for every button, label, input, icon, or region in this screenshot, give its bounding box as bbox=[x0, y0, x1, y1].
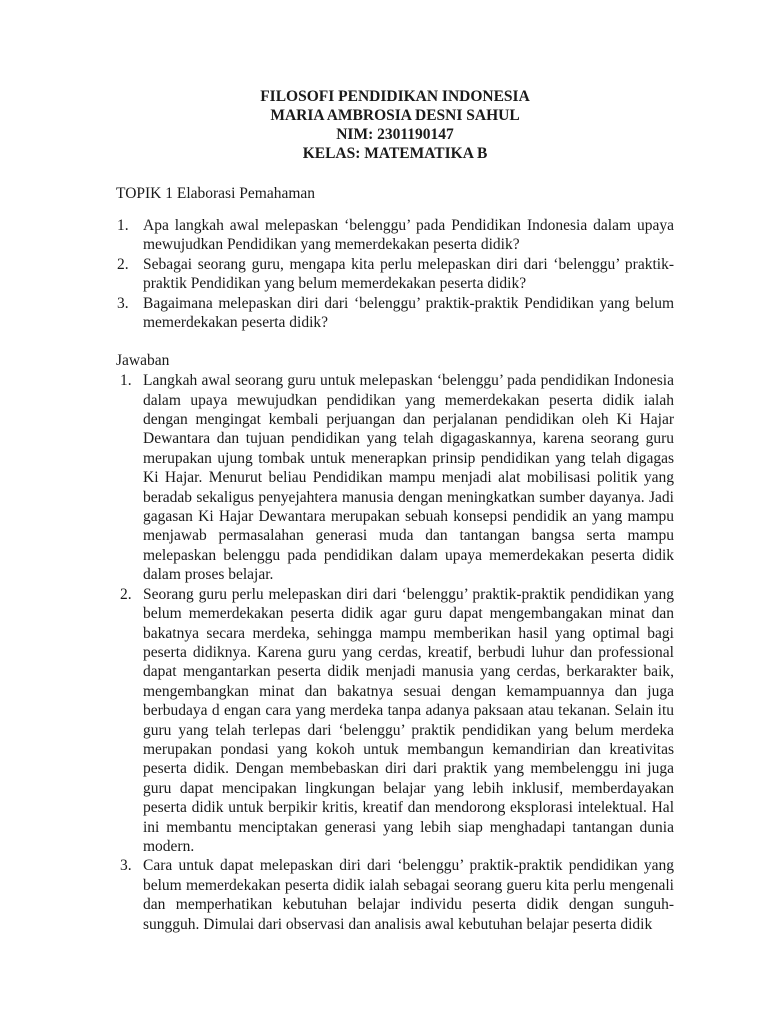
answer-text: Seorang guru perlu melepaskan diri dari ‘belenggu’ praktik-praktik pendidikan yang belum memerdekakan peserta didik agar guru dapat mengembangakan minat dan bakatnya secara merdeka, sehingga mampu memberikan hasil yang optimal bagi peserta didiknya. Karena guru yang cerdas, kreatif, berbudi luhur dan professional dapat mengantarkan peserta didik menjadi manusia yang cerdas, berkarakter baik, mengembangkan minat dan bakatnya sesuai dengan kemampuannya dan juga berbudaya d engan cara yang merdeka tanpa adanya paksaan atau tekanan. Selain itu guru yang telah terlepas dari ‘belenggu’ praktik pendidikan yang belum merdeka merupakan pondasi yang kokoh untuk membangun kemandirian dan kreativitas peserta didik. Dengan membebaskan diri dari praktik yang membelenggu ini juga guru dapat mencipakan lingkungan belajar yang lebih inklusif, memberdayakan peserta didik untuk berpikir kritis, kreatif dan mendorong eksplorasi intelektual. Hal ini membantu menciptakan generasi yang lebih siap menghadapi tantangan dunia modern. bbox=[143, 585, 674, 855]
answer-item bbox=[116, 856, 674, 934]
topic-heading: TOPIK 1 Elaborasi Pemahaman bbox=[116, 185, 316, 202]
answer-text: Cara untuk dapat melepaskan diri dari ‘belenggu’ praktik-praktik pendidikan yang belum memerdekakan peserta didik ialah sebagai seorang gueru kita perlu mengenali dan memperhatikan kebutuhan belajar individu peserta didik dengan sunguh-sungguh. Dimulai dari observasi dan analisis awal kebutuhan belajar peserta didik bbox=[143, 857, 674, 933]
document-title: FILOSOFI PENDIDIKAN INDONESIA bbox=[260, 88, 530, 105]
question-text: Bagaimana melepaskan diri dari ‘belenggu’ praktik-praktik Pendidikan yang belum memerdekakan peserta didik? bbox=[143, 294, 674, 332]
question-number: 2. bbox=[117, 255, 129, 273]
student-id: NIM: 2301190147 bbox=[336, 126, 454, 143]
question-item bbox=[116, 294, 674, 332]
answer-item bbox=[116, 371, 674, 584]
author-name: MARIA AMBROSIA DESNI SAHUL bbox=[270, 107, 520, 124]
question-text: Apa langkah awal melepaskan ‘belenggu’ pada Pendidikan Indonesia dalam upaya mewujudkan Pendidikan yang memerdekakan peserta didik? bbox=[143, 217, 674, 254]
class-name: KELAS: MATEMATIKA B bbox=[302, 145, 488, 162]
question-text: Sebagai seorang guru, mengapa kita perlu melepaskan diri dari ‘belenggu’ praktik-praktik Pendidikan yang belum memerdekakan peserta didik? bbox=[143, 255, 674, 293]
answer-text: Langkah awal seorang guru untuk melepaskan ‘belenggu’ pada pendidikan Indonesia dalam upaya mewujudkan pendidikan yang memerdekakan peserta didik ialah dengan mengingat kembali perjuangan dan perjalanan pendidikan oleh Ki Hajar Dewantara dan tujuan pendidikan yang telah digagaskannya, karena seorang guru merupakan ujung tombak untuk menerapkan prinsip pendidikan yang telah digagas Ki Hajar. Menurut beliau Pendidikan mampu menjadi alat mobilisasi politik yang beradab sekaligus penyejahtera manusia dengan meningkatkan sumber dayanya. Jadi gagasan Ki Hajar Dewantara merupakan sebuah konsepsi pendidik an yang mampu menjawab permasalahan generasi muda dan tantangan bangsa serta mampu melepaskan belenggu pada pendidikan dalam upaya memerdekakan peserta didik dalam proses belajar. bbox=[143, 372, 674, 584]
document-header bbox=[116, 87, 674, 163]
question-number: 1. bbox=[117, 217, 129, 234]
answer-list bbox=[116, 371, 674, 934]
question-item bbox=[116, 216, 674, 254]
answer-item bbox=[116, 585, 674, 857]
question-item bbox=[116, 255, 674, 293]
answer-number: 3. bbox=[120, 857, 132, 875]
answers-heading: Jawaban bbox=[116, 352, 170, 370]
question-list bbox=[116, 216, 674, 332]
answer-number: 2. bbox=[120, 585, 132, 603]
question-number: 3. bbox=[117, 294, 129, 312]
answer-number: 1. bbox=[120, 372, 132, 390]
